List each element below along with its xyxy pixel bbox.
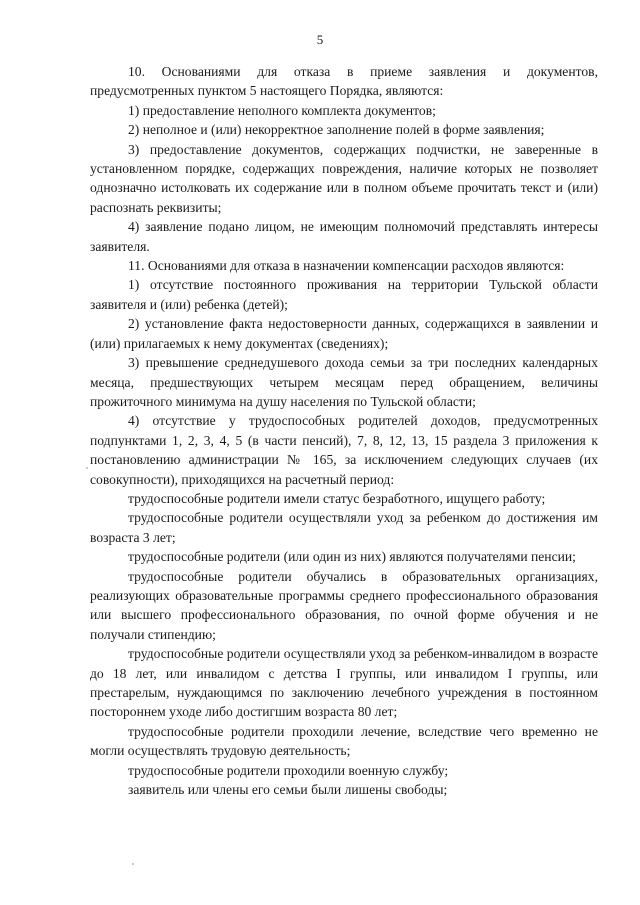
exception-disabled-care: трудоспособные родители осуществляли уход за ребенком-инвалидом в возрасте до 18 лет, или инвалидом с детства I группы, или инвалидом I группы, или престарелым, нуждающимся по заключению лечебного учреждения в постоянном постороннем уходе либо достигшим возраста 80 лет; — [90, 646, 598, 720]
paragraph-11-item-3: 3) превышение среднедушевого дохода семьи за три последних календарных месяца, предшествующих четырем месяцам перед обращением, величины прожиточного минимума на душу населения по Тульской области; — [90, 355, 598, 409]
paragraph-11-intro: 11. Основаниями для отказа в назначении компенсации расходов являются: — [128, 258, 565, 274]
scan-speck — [132, 863, 134, 865]
paragraph-10-item-1: 1) предоставление неполного комплекта документов; — [128, 102, 436, 118]
exception-childcare: трудоспособные родители осуществляли уход за ребенком до достижения им возраста 3 лет; — [90, 510, 598, 545]
exception-imprisonment: заявитель или члены его семьи были лишены свободы; — [128, 782, 448, 798]
exception-education: трудоспособные родители обучались в образовательных организациях, реализующих образовательные программы среднего профессионального образования или высшего профессионального образования, по очной форме обучения и не получали стипендию; — [90, 568, 598, 642]
exception-pension: трудоспособные родители (или один из них) являются получателями пенсии; — [128, 549, 576, 565]
exception-unemployed: трудоспособные родители имели статус безработного, ищущего работу; — [128, 490, 546, 506]
paragraph-10-item-3: 3) предоставление документов, содержащих подчистки, не заверенные в установленном порядке, содержащих повреждения, наличие которых не позволяет однозначно истолковать их содержание или в полном объеме прочитать текст и (или) распознать реквизиты; — [90, 141, 598, 215]
exception-military: трудоспособные родители проходили военную службу; — [128, 762, 449, 778]
document-body — [90, 62, 598, 799]
paragraph-10-intro: 10. Основаниями для отказа в приеме заявления и документов, предусмотренных пунктом 5 настоящего Порядка, являются: — [90, 64, 598, 99]
paragraph-10-item-2: 2) неполное и (или) некорректное заполнение полей в форме заявления; — [128, 122, 545, 138]
paragraph-11-item-4: 4) отсутствие у трудоспособных родителей доходов, предусмотренных подпунктами 1, 2, 3, 4, 5 (в части пенсий), 7, 8, 12, 13, 15 раздела 3 приложения к постановлению администрации № 165, за исключением следующих случаев (их совокупности), приходящихся на расчетный период: — [90, 413, 598, 487]
paragraph-11-item-1: 1) отсутствие постоянного проживания на территории Тульской области заявителя и (или) ребенка (детей); — [90, 277, 598, 312]
paragraph-11-item-2: 2) установление факта недостоверности данных, содержащихся в заявлении и (или) прилагаемых к нему документах (сведениях); — [90, 316, 598, 351]
exception-treatment: трудоспособные родители проходили лечение, вследствие чего временно не могли осуществлять трудовую деятельность; — [90, 723, 598, 759]
paragraph-10-item-4: 4) заявление подано лицом, не имеющим полномочий представлять интересы заявителя. — [90, 219, 598, 254]
scan-speck — [86, 467, 88, 469]
page-number: 5 — [316, 32, 324, 47]
